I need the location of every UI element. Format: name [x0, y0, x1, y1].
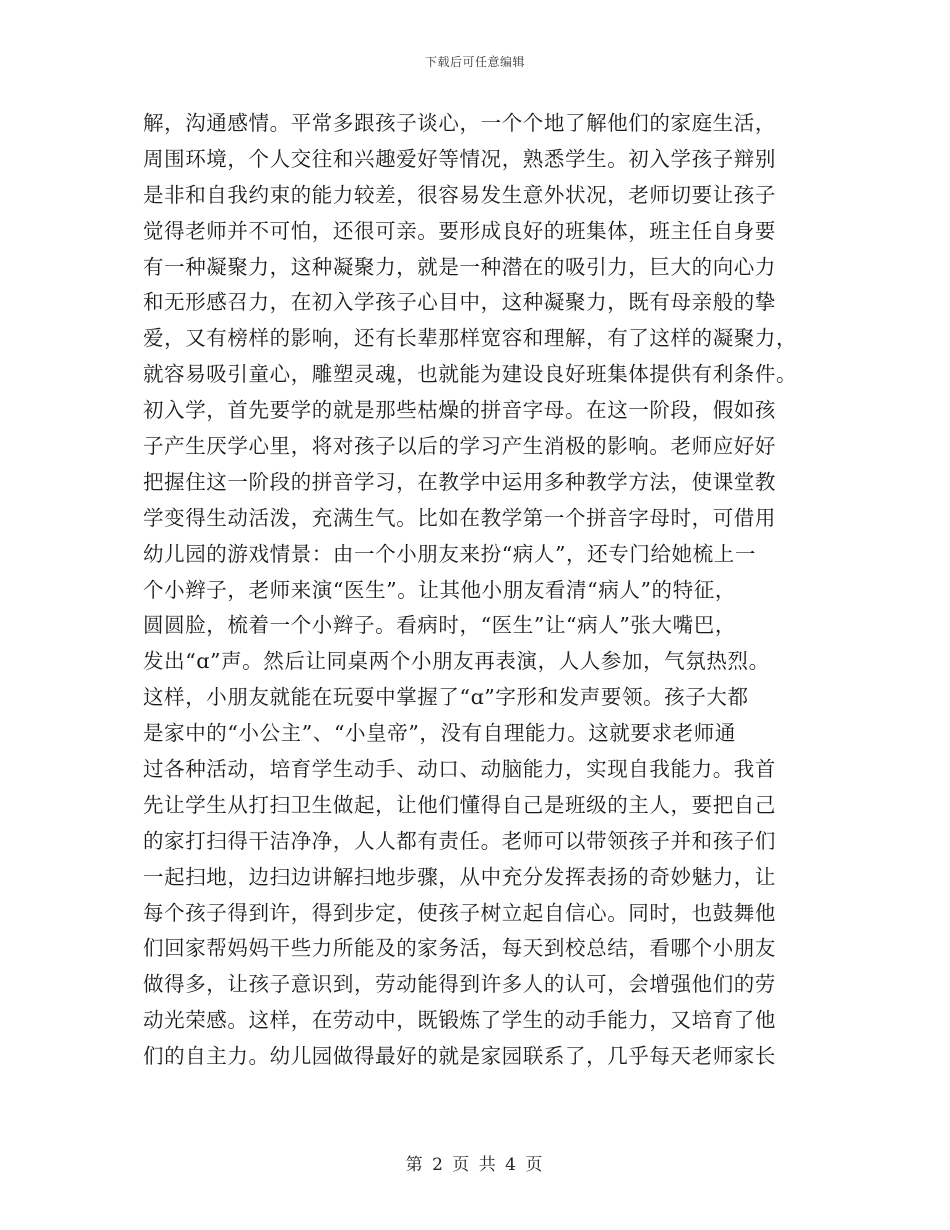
text-line: 发出“ɑ”声。然后让同桌两个小朋友再表演，人人参加，气氛热烈。 — [143, 649, 770, 674]
body-text — [143, 106, 823, 1075]
text-line: 周围环境，个人交往和兴趣爱好等情况，熟悉学生。初入学孩子辩别 — [143, 146, 776, 171]
text-line: 把握住这一阶段的拼音学习，在教学中运用多种教学方法，使课堂教 — [143, 469, 776, 494]
text-line: 子产生厌学心里，将对孩子以后的学习产生消极的影响。老师应好好 — [143, 434, 776, 459]
text-line: 这样，小朋友就能在玩耍中掌握了“ɑ”字形和发声要领。孩子大都 — [143, 685, 749, 710]
text-line: 就容易吸引童心，雕塑灵魂，也就能为建设良好班集体提供有利条件。 — [143, 362, 798, 387]
text-line: 圆圆脸，梳着一个小辫子。看病时，“医生”让“病人”张大嘴巴， — [143, 613, 736, 638]
text-line: 学变得生动活泼，充满生气。比如在教学第一个拼音字母时，可借用 — [143, 505, 776, 530]
text-line: 解，沟通感情。平常多跟孩子谈心，一个个地了解他们的家庭生活， — [143, 111, 776, 135]
page-header: 下载后可任意编辑 — [424, 55, 525, 69]
text-line: 每个孩子得到许，得到步定，使孩子树立起自信心。同时，也鼓舞他 — [143, 900, 776, 925]
text-line: 有一种凝聚力，这种凝聚力，就是一种潜在的吸引力，巨大的向心力 — [143, 254, 776, 279]
text-line: 是非和自我约束的能力较差，很容易发生意外状况，老师切要让孩子 — [143, 182, 776, 207]
text-line: 一起扫地，边扫边讲解扫地步骤，从中充分发挥表扬的奇妙魅力，让 — [143, 864, 776, 889]
text-line: 们的自主力。幼儿园做得最好的就是家园联系了，几乎每天老师家长 — [143, 1044, 776, 1069]
text-line: 过各种活动，培育学生动手、动口、动脑能力，实现自我能力。我首 — [143, 757, 776, 782]
text-line: 觉得老师并不可怕，还很可亲。要形成良好的班集体，班主任自身要 — [143, 218, 776, 243]
text-line: 是家中的“小公主”、“小皇帝”，没有自理能力。这就要求老师通 — [143, 721, 736, 746]
text-line: 的家打扫得干洁净净，人人都有责任。老师可以带领孩子并和孩子们 — [143, 828, 776, 853]
text-line: 个小辫子，老师来演“医生”。让其他小朋友看清“病人”的特征， — [143, 577, 736, 602]
text-line: 们回家帮妈妈干些力所能及的家务活，每天到校总结，看哪个小朋友 — [143, 936, 776, 961]
text-line: 动光荣感。这样，在劳动中，既锻炼了学生的动手能力，又培育了他 — [143, 1008, 776, 1033]
text-line: 爱，又有榜样的影响，还有长辈那样宽容和理解，有了这样的凝聚力， — [143, 326, 798, 351]
text-line: 幼儿园的游戏情景：由一个小朋友来扮“病人”，还专门给她梳上一 — [143, 541, 756, 566]
text-line: 初入学，首先要学的就是那些枯燥的拼音字母。在这一阶段，假如孩 — [143, 398, 776, 423]
text-line: 和无形感召力，在初入学孩子心目中，这种凝聚力，既有母亲般的挚 — [143, 290, 776, 315]
page-footer: 第 2 页 共 4 页 — [405, 1155, 545, 1175]
text-line: 先让学生从打扫卫生做起，让他们懂得自己是班级的主人，要把自己 — [143, 792, 776, 817]
text-line: 做得多，让孩子意识到，劳动能得到许多人的认可，会增强他们的劳 — [143, 972, 776, 997]
